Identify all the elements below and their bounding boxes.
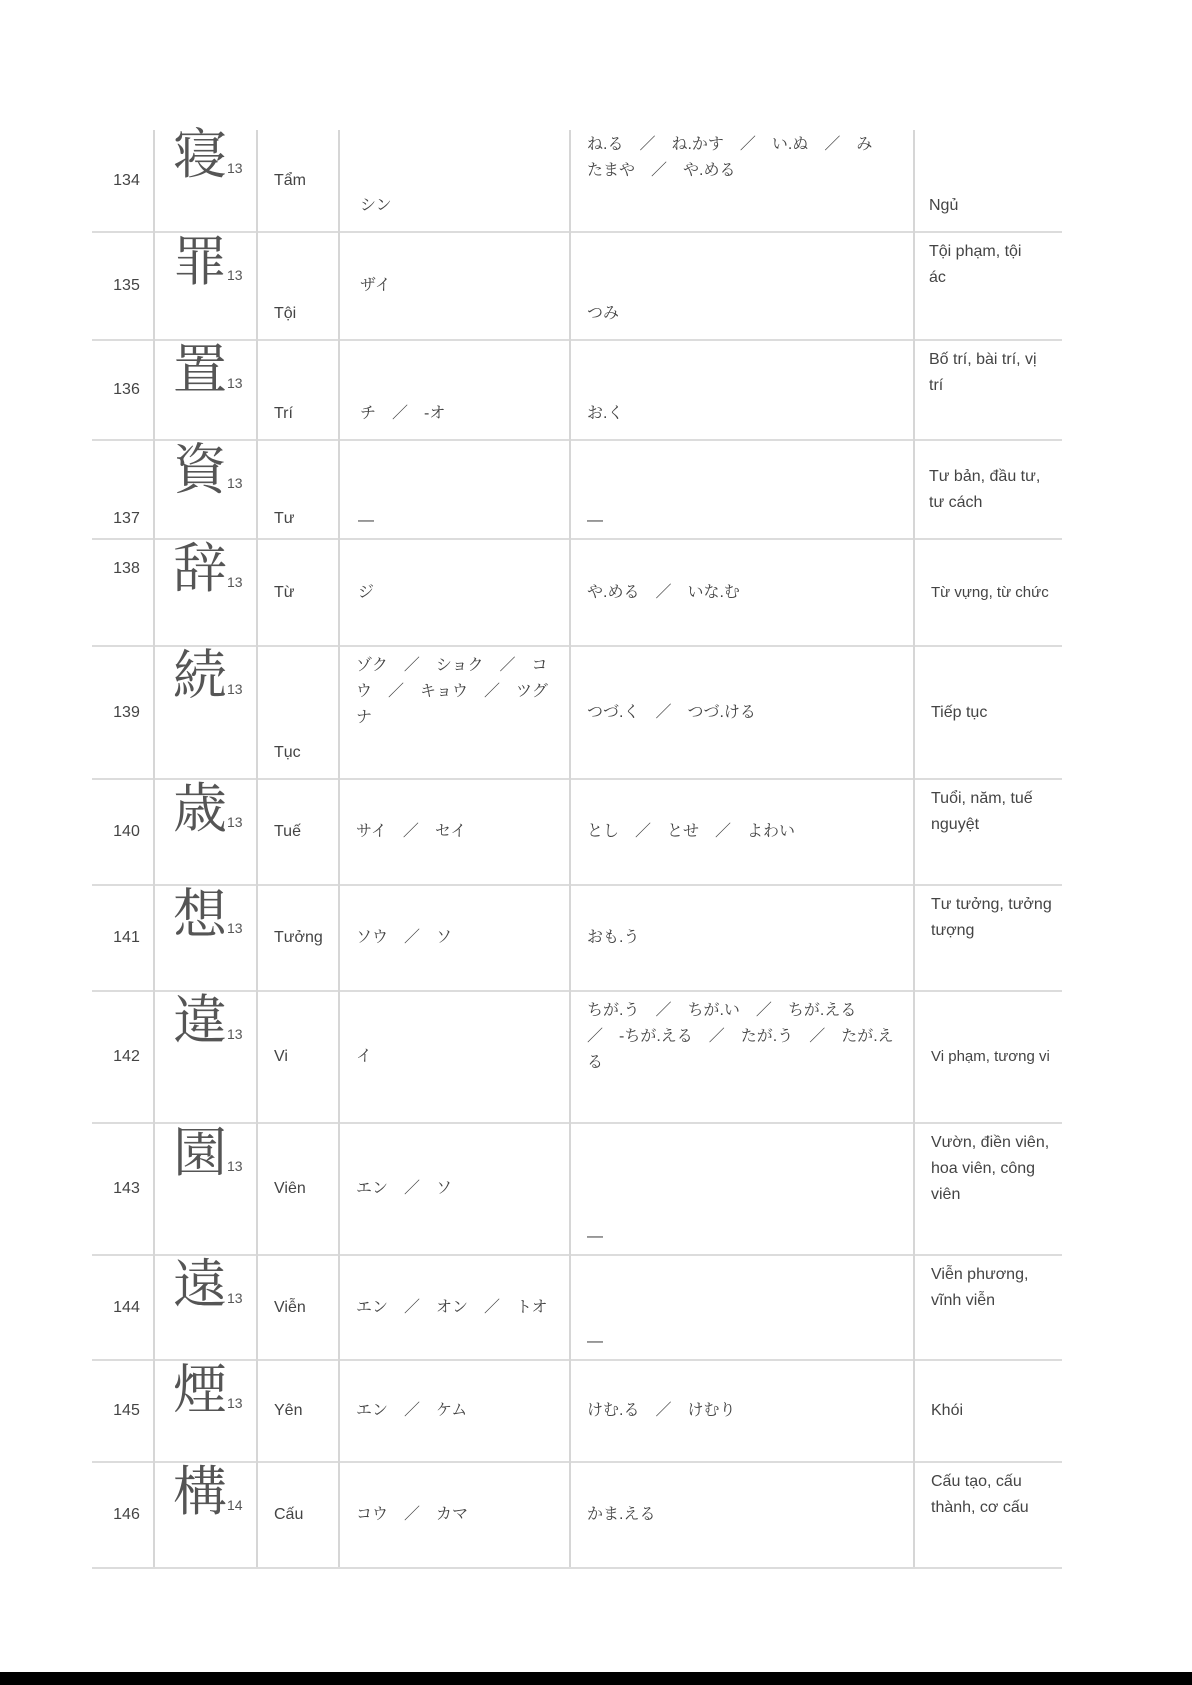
kanji-character: 煙: [173, 1358, 227, 1421]
kanji-character: 続: [173, 644, 227, 707]
kanji-character: 辞: [173, 537, 227, 600]
onyomi-cell: [339, 1255, 570, 1360]
row-number-cell: [92, 885, 154, 991]
hanviet-cell: [257, 646, 339, 779]
row-number-cell: [92, 646, 154, 779]
onyomi-reading: —: [358, 512, 374, 529]
table-row: [92, 539, 1062, 646]
hanviet-reading: Từ: [274, 583, 295, 601]
kanji-character: 寝: [173, 123, 227, 186]
kanji-cell: [154, 779, 257, 885]
kunyomi-cell: [570, 539, 914, 646]
row-number: 141: [113, 929, 140, 946]
onyomi-cell: [339, 232, 570, 340]
table-row: [92, 1255, 1062, 1360]
row-number: 142: [113, 1048, 140, 1065]
kunyomi-reading: つみ: [587, 305, 620, 322]
hanviet-cell: [257, 232, 339, 340]
hanviet-cell: [257, 1462, 339, 1568]
onyomi-cell: [339, 1360, 570, 1462]
stroke-count: 13: [227, 375, 243, 391]
row-number-cell: [92, 232, 154, 340]
table-row: [92, 130, 1062, 232]
stroke-count: 13: [227, 574, 243, 590]
row-number: 140: [113, 823, 140, 840]
row-number: 137: [113, 510, 140, 527]
stroke-count: 13: [227, 267, 243, 283]
table-row: [92, 779, 1062, 885]
row-number: 144: [113, 1298, 140, 1316]
meaning-cell: [914, 440, 1062, 539]
kanji-table: [92, 123, 1062, 1569]
kunyomi-reading: —: [587, 512, 603, 529]
table-row: [92, 1360, 1062, 1462]
hanviet-cell: [257, 779, 339, 885]
kanji-character: 構: [173, 1460, 227, 1523]
hanviet-reading: Yên: [274, 1402, 303, 1419]
meaning-text: Tư tưởng, tưởng tượng: [931, 896, 1052, 939]
onyomi-cell: [339, 991, 570, 1123]
hanviet-cell: [257, 1255, 339, 1360]
kunyomi-cell: [570, 885, 914, 991]
kunyomi-reading: かま.える: [587, 1506, 656, 1523]
kanji-character: 園: [173, 1121, 227, 1184]
kanji-cell: [154, 123, 257, 232]
row-number-cell: [92, 1123, 154, 1255]
hanviet-reading: Tội: [274, 305, 297, 322]
meaning-cell: [914, 539, 1062, 646]
kanji-cell: [154, 440, 257, 539]
kunyomi-cell: [570, 340, 914, 440]
page-footer-bar: [0, 1672, 1192, 1685]
table-row: [92, 646, 1062, 779]
kanji-character: 遠: [173, 1253, 227, 1316]
meaning-cell: [914, 885, 1062, 991]
kanji-character: 違: [173, 989, 227, 1052]
meaning-text: Vườn, điền viên, hoa viên, công viên: [931, 1134, 1050, 1203]
meaning-text: Vi phạm, tương vi: [931, 1048, 1050, 1065]
row-number-cell: [92, 440, 154, 539]
table-row: [92, 1462, 1062, 1568]
onyomi-reading: シン: [360, 197, 392, 214]
hanviet-reading: Trí: [274, 405, 293, 422]
meaning-cell: [914, 1360, 1062, 1462]
hanviet-cell: [257, 1360, 339, 1462]
hanviet-reading: Cấu: [274, 1506, 304, 1523]
meaning-text: Từ vựng, từ chức: [931, 583, 1049, 601]
stroke-count: 13: [227, 814, 243, 830]
kunyomi-reading: —: [587, 1228, 603, 1245]
kunyomi-reading: とし ／ とせ ／ よわい: [587, 823, 796, 840]
kanji-cell: [154, 232, 257, 340]
onyomi-reading: ゾク ／ ショク ／ コウ ／ キョウ ／ ツグナ: [356, 657, 548, 726]
meaning-text: Tuổi, năm, tuế nguyệt: [931, 790, 1033, 833]
hanviet-reading: Tưởng: [274, 929, 323, 946]
kunyomi-cell: [570, 779, 914, 885]
table-row: [92, 440, 1062, 539]
kunyomi-reading: つづ.く ／ つづ.ける: [587, 703, 756, 721]
onyomi-cell: [339, 340, 570, 440]
kanji-cell: [154, 885, 257, 991]
kunyomi-cell: [570, 1462, 914, 1568]
row-number-cell: [92, 130, 154, 232]
meaning-cell: [914, 991, 1062, 1123]
onyomi-reading: エン ／ ソ: [356, 1180, 453, 1197]
meaning-text: Tội phạm, tội ác: [929, 243, 1022, 286]
stroke-count: 13: [227, 160, 243, 176]
row-number-cell: [92, 1255, 154, 1360]
onyomi-reading: ジ: [358, 583, 375, 601]
kanji-cell: [154, 646, 257, 779]
hanviet-cell: [257, 1123, 339, 1255]
table-row: [92, 232, 1062, 340]
meaning-text: Cấu tạo, cấu thành, cơ cấu: [931, 1473, 1029, 1516]
row-number: 136: [113, 381, 140, 398]
hanviet-cell: [257, 885, 339, 991]
meaning-cell: [914, 232, 1062, 340]
meaning-text: Tiếp tục: [931, 703, 988, 721]
stroke-count: 13: [227, 1158, 243, 1174]
kanji-character: 歳: [173, 777, 227, 840]
kunyomi-reading: ちが.う ／ ちが.い ／ ちが.える ／ -ちが.える ／ たが.う ／ たが.える: [587, 1002, 894, 1071]
onyomi-cell: [339, 130, 570, 232]
onyomi-cell: [339, 885, 570, 991]
kunyomi-reading: —: [587, 1333, 603, 1350]
table-row: [92, 1123, 1062, 1255]
onyomi-reading: サイ ／ セイ: [356, 823, 467, 840]
onyomi-reading: チ ／ -オ: [360, 405, 446, 422]
meaning-cell: [914, 1462, 1062, 1568]
row-number: 134: [113, 171, 140, 189]
kunyomi-cell: [570, 646, 914, 779]
stroke-count: 14: [227, 1497, 243, 1513]
row-number-cell: [92, 1360, 154, 1462]
table-row: [92, 340, 1062, 440]
meaning-cell: [914, 1123, 1062, 1255]
kanji-cell: [154, 1123, 257, 1255]
onyomi-cell: [339, 1462, 570, 1568]
kunyomi-reading: ね.る ／ ね.かす ／ い.ぬ ／ みたまや ／ や.める: [587, 136, 873, 179]
kunyomi-reading: お.く: [587, 405, 624, 422]
stroke-count: 13: [227, 920, 243, 936]
row-number-cell: [92, 991, 154, 1123]
onyomi-reading: ソウ ／ ソ: [356, 929, 453, 946]
kanji-cell: [154, 991, 257, 1123]
kanji-character: 想: [173, 883, 227, 946]
meaning-text: Ngủ: [929, 197, 959, 214]
row-number: 139: [113, 703, 140, 721]
kanji-character: 置: [173, 338, 227, 401]
kunyomi-reading: おも.う: [587, 929, 640, 946]
hanviet-cell: [257, 539, 339, 646]
row-number-cell: [92, 779, 154, 885]
kunyomi-cell: [570, 232, 914, 340]
stroke-count: 13: [227, 475, 243, 491]
meaning-cell: [914, 1255, 1062, 1360]
onyomi-cell: [339, 440, 570, 539]
meaning-cell: [914, 130, 1062, 232]
kunyomi-cell: [570, 1360, 914, 1462]
kunyomi-cell: [570, 130, 914, 232]
hanviet-cell: [257, 991, 339, 1123]
hanviet-reading: Viên: [274, 1180, 306, 1197]
hanviet-reading: Tẩm: [274, 171, 306, 189]
row-number-cell: [92, 340, 154, 440]
onyomi-cell: [339, 1123, 570, 1255]
stroke-count: 13: [227, 681, 243, 697]
onyomi-reading: エン ／ ケム: [356, 1402, 468, 1419]
meaning-cell: [914, 646, 1062, 779]
meaning-text: Viễn phương, vĩnh viễn: [931, 1266, 1029, 1309]
meaning-cell: [914, 340, 1062, 440]
hanviet-reading: Tuế: [274, 823, 301, 840]
kanji-cell: [154, 1360, 257, 1462]
kunyomi-cell: [570, 1123, 914, 1255]
kunyomi-cell: [570, 991, 914, 1123]
kanji-cell: [154, 1255, 257, 1360]
row-number-cell: [92, 1462, 154, 1568]
kanji-character: 罪: [173, 230, 227, 293]
onyomi-reading: コウ ／ カマ: [356, 1506, 469, 1523]
row-number: 145: [113, 1402, 140, 1419]
hanviet-reading: Viễn: [274, 1298, 306, 1316]
hanviet-reading: Vi: [274, 1048, 288, 1065]
kunyomi-cell: [570, 1255, 914, 1360]
hanviet-reading: Tục: [274, 744, 301, 761]
hanviet-reading: Tư: [274, 510, 295, 527]
row-number: 143: [113, 1180, 140, 1197]
meaning-text: Bố trí, bài trí, vị trí: [929, 351, 1037, 394]
stroke-count: 13: [227, 1290, 243, 1306]
meaning-cell: [914, 779, 1062, 885]
table-row: [92, 991, 1062, 1123]
onyomi-reading: ザイ: [360, 277, 391, 294]
onyomi-reading: エン ／ オン ／ トオ: [356, 1298, 548, 1316]
stroke-count: 13: [227, 1395, 243, 1411]
meaning-text: Tư bản, đầu tư, tư cách: [929, 467, 1041, 511]
onyomi-cell: [339, 646, 570, 779]
stroke-count: 13: [227, 1026, 243, 1042]
kanji-cell: [154, 340, 257, 440]
hanviet-cell: [257, 130, 339, 232]
row-number: 146: [113, 1506, 140, 1523]
meaning-text: Khói: [931, 1402, 964, 1419]
row-number: 138: [113, 560, 140, 577]
kunyomi-cell: [570, 440, 914, 539]
kanji-cell: [154, 539, 257, 646]
row-number-cell: [92, 539, 154, 646]
kanji-cell: [154, 1462, 257, 1568]
kunyomi-reading: や.める ／ いな.む: [587, 583, 740, 601]
hanviet-cell: [257, 340, 339, 440]
row-number: 135: [113, 277, 140, 294]
table-row: [92, 885, 1062, 991]
kunyomi-reading: けむ.る ／ けむり: [587, 1402, 736, 1419]
hanviet-cell: [257, 440, 339, 539]
kanji-character: 資: [173, 438, 227, 501]
onyomi-cell: [339, 779, 570, 885]
onyomi-cell: [339, 539, 570, 646]
onyomi-reading: イ: [356, 1048, 373, 1065]
